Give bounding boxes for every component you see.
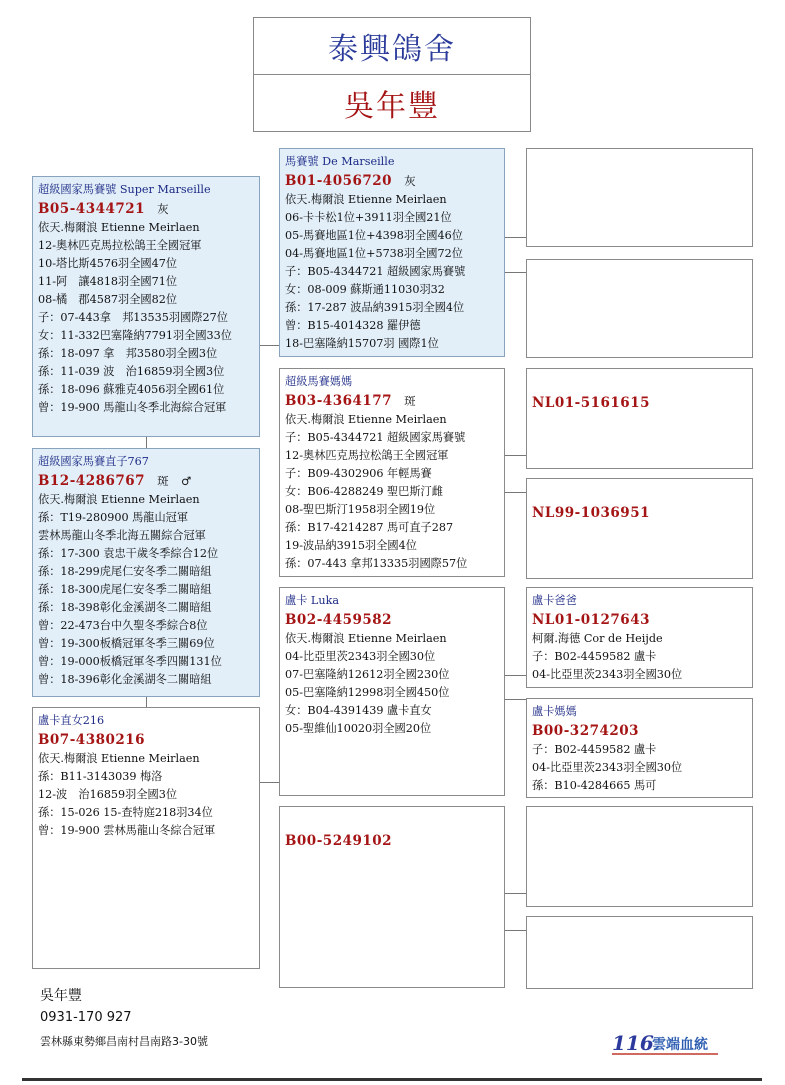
sire-dam-card[interactable]: [279, 368, 505, 577]
pedigree-note: 04-比亞里茨2343羽全國30位: [285, 650, 436, 663]
pedigree-note: 曾：19-300板橋冠軍冬季三關69位: [38, 637, 215, 650]
pedigree-note: 依天.梅爾浪 Etienne Meirlaen: [285, 193, 447, 206]
pedigree-note: 孫：B10-4284665 馬可: [532, 779, 657, 792]
pedigree-note: 依天.梅爾浪 Etienne Meirlaen: [38, 493, 200, 506]
pedigree-note: 曾：22-473台中久聖冬季綜合8位: [38, 619, 208, 632]
pedigree-note: 雲林馬龍山冬季北海五關綜合冠軍: [38, 529, 206, 542]
pedigree-note: 孫：18-398彰化金溪湖冬二關暗組: [38, 601, 212, 614]
brand-logo: [612, 1030, 722, 1056]
pedigree-note: 子：B09-4302906 年輕馬賽: [285, 467, 432, 480]
ring-number: B02-4459582: [285, 612, 393, 628]
ring-number: B03-4364177 斑: [285, 393, 417, 409]
connector-line: [505, 455, 526, 456]
pedigree-note: 12-波 治16859羽全國3位: [38, 788, 178, 801]
ring-number: B12-4286767 斑 ♂: [38, 473, 192, 489]
footer-address: 雲林縣東勢鄉昌南村昌南路3-30號: [40, 1035, 208, 1048]
connector-line: [505, 893, 526, 894]
pedigree-note: 10-塔比斯4576羽全國47位: [38, 257, 178, 270]
connector-line: [505, 930, 526, 931]
sex-color: 灰: [404, 174, 417, 188]
pedigree-note: 19-波品納3915羽全國4位: [285, 539, 417, 552]
subject-card[interactable]: [32, 176, 260, 437]
pedigree-note: 柯爾.海德 Cor de Heijde: [532, 632, 663, 645]
connector-line: [146, 697, 147, 707]
pedigree-note: 孫：18-299虎尾仁安冬季二關暗組: [38, 565, 212, 578]
pedigree-note: 05-馬賽地區1位+4398羽全國46位: [285, 229, 463, 242]
pedigree-note: 孫：11-039 波 治16859羽全國3位: [38, 365, 225, 378]
pedigree-note: 曾：19-900 雲林馬龍山冬綜合冠軍: [38, 824, 216, 837]
connector-line: [260, 345, 279, 346]
pedigree-note: 12-奧林匹克馬拉松鴿王全國冠軍: [38, 239, 202, 252]
pigeon-title: 盧卡媽媽: [532, 705, 577, 718]
gen3-card-8[interactable]: [526, 916, 753, 989]
gen3-card-1[interactable]: [526, 148, 753, 247]
pedigree-note: 曾：18-396彰化金溪湖冬二關暗組: [38, 673, 212, 686]
ring-number: NL01-0127643: [532, 612, 650, 628]
logo-number: 116: [612, 1031, 654, 1055]
pedigree-note: 孫：T19-280900 馬龍山冠軍: [38, 511, 189, 524]
connector-line: [505, 675, 526, 676]
pedigree-note: 依天.梅爾浪 Etienne Meirlaen: [285, 413, 447, 426]
pigeon-title: 盧卡 Luka: [285, 594, 340, 607]
bottom-rule: [22, 1078, 762, 1081]
pedigree-note: 女：11-332巴塞隆納7791羽全國33位: [38, 329, 232, 342]
pedigree-note: 曾：19-900 馬龍山冬季北海綜合冠軍: [38, 401, 227, 414]
pedigree-note: 孫：18-300虎尾仁安冬季二關暗組: [38, 583, 212, 596]
footer-phone: 0931-170 927: [40, 1010, 132, 1025]
sire-card[interactable]: [279, 148, 505, 357]
pedigree-note: 孫：15-026 15-查特庭218羽34位: [38, 806, 213, 819]
pedigree-note: 04-比亞里茨2343羽全國30位: [532, 761, 683, 774]
pedigree-note: 依天.梅爾浪 Etienne Meirlaen: [38, 221, 200, 234]
pigeon-title: 超級國家馬賽直子767: [38, 455, 149, 468]
ring-number: NL99-1036951: [532, 505, 650, 521]
connector-line: [505, 492, 526, 493]
pedigree-note: 女：B06-4288249 聖巴斯汀雌: [285, 485, 443, 498]
ring-number: B00-5249102: [285, 833, 393, 849]
pigeon-title: 超級馬賽媽媽: [285, 375, 353, 388]
pedigree-note: 05-巴塞隆納12998羽全國450位: [285, 686, 450, 699]
pigeon-title: 盧卡直女216: [38, 714, 105, 727]
logo-text: 雲端血統: [652, 1037, 708, 1053]
pedigree-note: 子：B05-4344721 超級國家馬賽號: [285, 431, 466, 444]
gen3-card-3[interactable]: [526, 368, 753, 469]
connector-line: [505, 237, 526, 238]
gen3-card-7[interactable]: [526, 806, 753, 907]
pedigree-note: 08-聖巴斯汀1958羽全國19位: [285, 503, 436, 516]
connector-line: [505, 272, 526, 273]
pedigree-note: 子：B05-4344721 超級國家馬賽號: [285, 265, 466, 278]
pedigree-note: 依天.梅爾浪 Etienne Meirlaen: [38, 752, 200, 765]
pedigree-note: 08-橘 郡4587羽全國82位: [38, 293, 178, 306]
pedigree-note: 04-馬賽地區1位+5738羽全國72位: [285, 247, 463, 260]
footer-owner-name: 吳年豐: [40, 988, 82, 1004]
ring-number: B07-4380216: [38, 732, 146, 748]
pedigree-note: 孫：17-287 波品納3915羽全國4位: [285, 301, 465, 314]
pigeon-title: 盧卡爸爸: [532, 594, 577, 607]
pigeon-title: 超級國家馬賽號 Super Marseille: [38, 183, 211, 196]
gen3-card-4[interactable]: [526, 478, 753, 579]
pedigree-note: 06-卡卡松1位+3911羽全國21位: [285, 211, 452, 224]
pedigree-note: 孫：B17-4214287 馬可直子287: [285, 521, 454, 534]
owner-name: 吳年豐: [253, 74, 531, 132]
dam-dam-card[interactable]: [279, 806, 505, 988]
pedigree-note: 孫：18-096 蘇雅克4056羽全國61位: [38, 383, 225, 396]
pedigree-note: 18-巴塞隆納15707羽 國際1位: [285, 337, 439, 350]
dam-card[interactable]: [32, 448, 260, 697]
gen3-card-2[interactable]: [526, 259, 753, 358]
pedigree-note: 孫：B11-3143039 梅洛: [38, 770, 163, 783]
pedigree-note: 依天.梅爾浪 Etienne Meirlaen: [285, 632, 447, 645]
connector-line: [146, 437, 147, 448]
pedigree-note: 孫：07-443 拿邦13335羽國際57位: [285, 557, 468, 570]
gen3-card-5[interactable]: [526, 587, 753, 688]
pigeon-title: 馬賽號 De Marseille: [285, 155, 395, 168]
pedigree-note: 子：07-443拿 邦13535羽國際27位: [38, 311, 228, 324]
ring-number: B00-3274203: [532, 723, 640, 739]
pedigree-note: 曾：19-000板橋冠軍冬季四關131位: [38, 655, 222, 668]
gen3-card-6[interactable]: [526, 698, 753, 798]
connector-line: [505, 699, 526, 700]
pedigree-note: 孫：17-300 袁忠干歲冬季綜合12位: [38, 547, 219, 560]
pedigree-note: 孫：18-097 拿 邦3580羽全國3位: [38, 347, 218, 360]
pedigree-note: 女：08-009 蘇斯通11030羽32: [285, 283, 445, 296]
loft-name: 泰興鴿舍: [253, 17, 531, 75]
connector-line: [260, 782, 279, 783]
damdam-card[interactable]: [32, 707, 260, 969]
pedigree-note: 12-奧林匹克馬拉松鴿王全國冠軍: [285, 449, 449, 462]
sex-color: 斑 ♂: [157, 474, 192, 488]
ring-number: B05-4344721 灰: [38, 201, 170, 217]
dam-sire-card[interactable]: [279, 587, 505, 796]
pedigree-note: 子：B02-4459582 盧卡: [532, 650, 657, 663]
sex-color: 灰: [157, 202, 170, 216]
pedigree-note: 曾：B15-4014328 羅伊德: [285, 319, 421, 332]
sex-color: 斑: [404, 394, 417, 408]
pedigree-note: 11-阿 讓4818羽全國71位: [38, 275, 178, 288]
pedigree-note: 05-聖維仙10020羽全國20位: [285, 722, 432, 735]
ring-number: NL01-5161615: [532, 395, 650, 411]
pedigree-note: 04-比亞里茨2343羽全國30位: [532, 668, 683, 681]
pedigree-note: 07-巴塞隆納12612羽全國230位: [285, 668, 450, 681]
ring-number: B01-4056720 灰: [285, 173, 417, 189]
pedigree-note: 子：B02-4459582 盧卡: [532, 743, 657, 756]
pedigree-note: 女：B04-4391439 盧卡直女: [285, 704, 432, 717]
